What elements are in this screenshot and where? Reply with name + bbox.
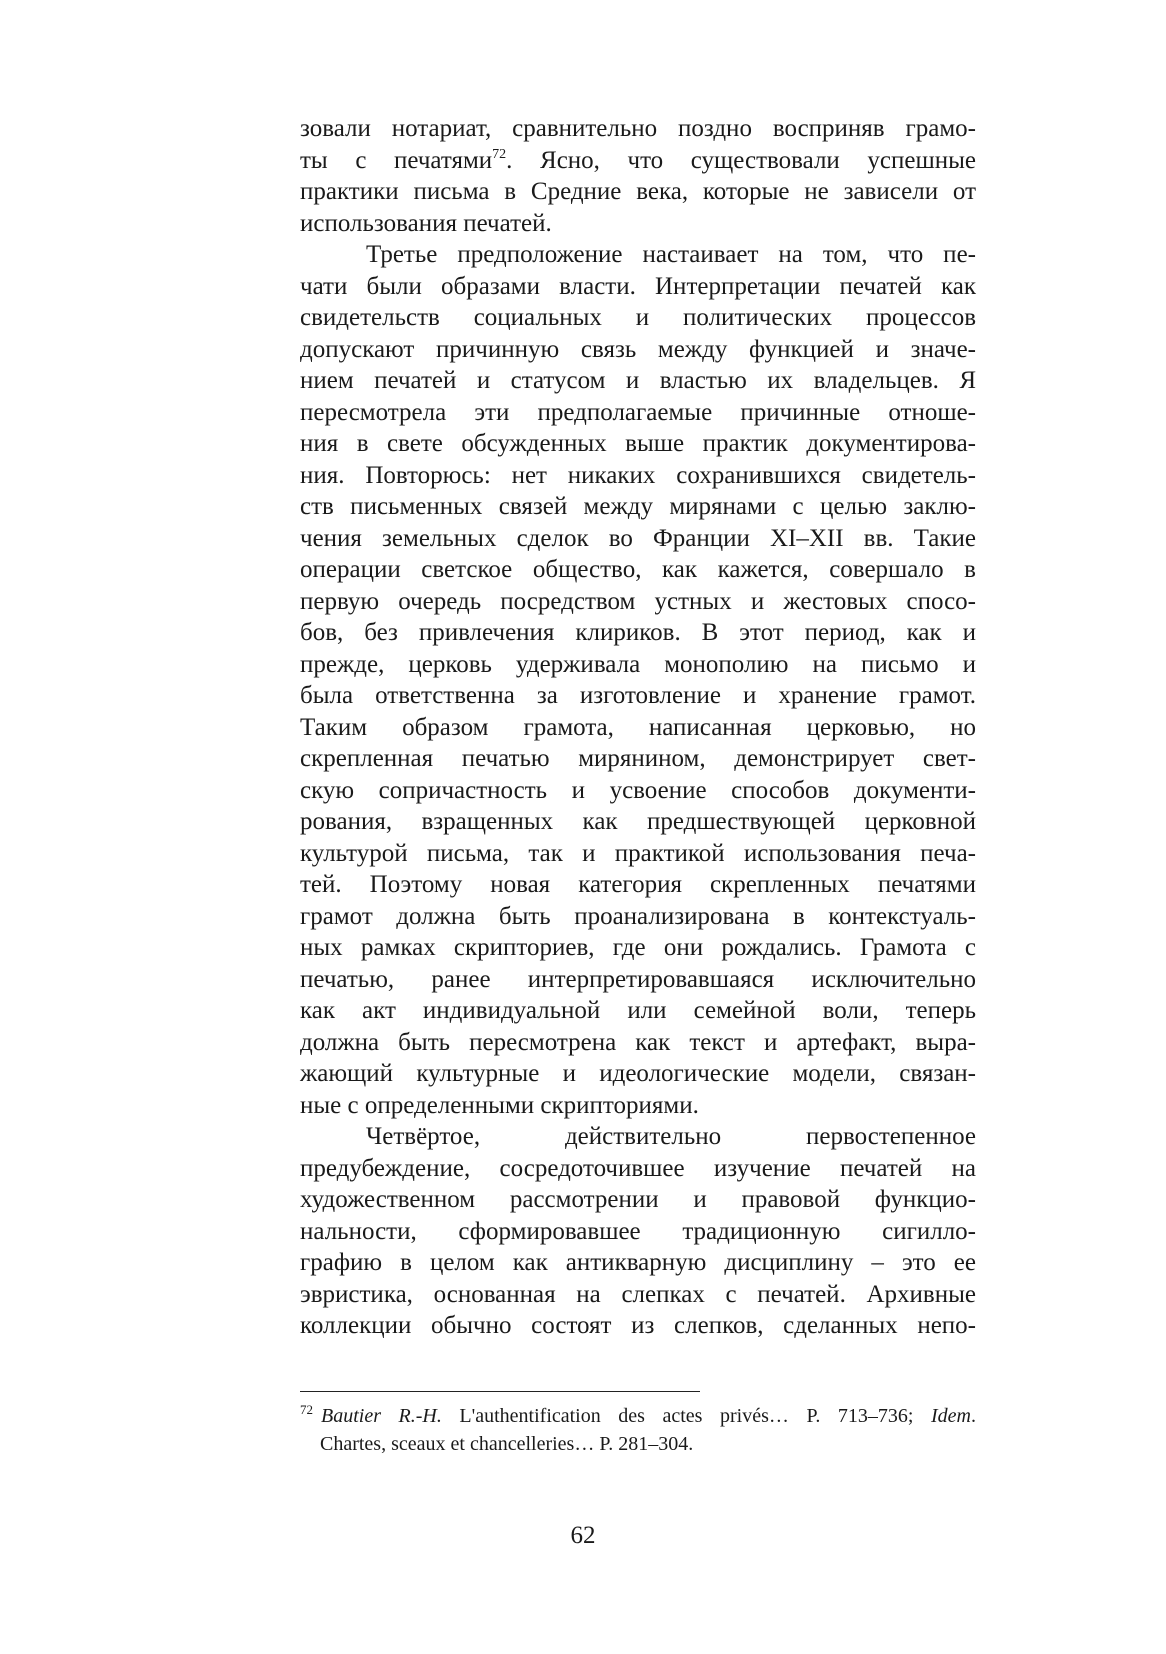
text-segment: Четвёртое, действительно первостепенное (366, 1123, 976, 1150)
text-line (300, 113, 976, 145)
text-segment: . Ясно, что существовали успешные (506, 146, 976, 174)
text-line (300, 649, 976, 681)
text-segment: свидетельств социальных и политических процессов (300, 304, 976, 331)
text-line (300, 617, 976, 649)
text-line (300, 586, 976, 618)
text-segment: печатью, ранее интерпретировавшаяся исключительно (300, 965, 976, 993)
text-line (300, 1058, 976, 1090)
text-line (300, 271, 976, 303)
text-segment: ных рамках скрипториев, где они рождались. Грамота с (300, 934, 976, 961)
text-line (300, 680, 976, 712)
text-segment: скрепленная печатью мирянином, демонстрирует свет- (300, 745, 976, 772)
footnote-text: L'authentification des actes privés… P. 713–736; (441, 1405, 931, 1427)
text-line (300, 806, 976, 838)
text-line (300, 838, 976, 870)
footnote-separator (300, 1391, 700, 1392)
text-line (300, 145, 976, 177)
text-line (300, 523, 976, 555)
footnote-line (300, 1402, 976, 1430)
text-segment: зовали нотариат, сравнительно поздно восприняв грамо- (300, 115, 976, 142)
text-line (300, 1121, 976, 1153)
text-segment: прежде, церковь удерживала монополию на письмо и (300, 650, 976, 678)
footnote-reference[interactable]: 72 (492, 146, 507, 162)
text-segment: пересмотрела эти предполагаемые причинные отноше- (300, 398, 976, 426)
text-segment: была ответственна за изготовление и хранение грамот. (300, 682, 976, 709)
text-line (300, 365, 976, 397)
text-line (300, 743, 976, 775)
text-segment: использования печатей. (300, 209, 552, 237)
text-segment: ния. Повторюсь: нет никаких сохранившихся свидетель- (300, 461, 976, 489)
text-line (300, 428, 976, 460)
text-line (300, 1184, 976, 1216)
text-line (300, 869, 976, 901)
text-segment: практики письма в Средние века, которые не зависели от (300, 178, 976, 205)
footnote-author: Bautier R.-H. (321, 1405, 442, 1427)
text-line (300, 1216, 976, 1248)
text-segment: ные с определенными скрипториями. (300, 1091, 699, 1119)
text-line (300, 1027, 976, 1059)
footnote-author: Idem (931, 1405, 971, 1427)
text-segment: должна быть пересмотрена как текст и артефакт, выра- (300, 1028, 976, 1056)
text-segment: операции светское общество, как кажется, совершало в (300, 556, 976, 583)
text-line (300, 554, 976, 586)
text-segment: ты с печатями (300, 146, 493, 174)
text-segment: нальности, сформировавшее традиционную сигилло- (300, 1217, 976, 1245)
text-segment: скую сопричастность и усвоение способов документи- (300, 776, 976, 804)
text-segment: культурой письма, так и практикой использования печа- (300, 839, 976, 867)
text-line (300, 176, 976, 208)
text-line (300, 302, 976, 334)
text-segment: тей. Поэтому новая категория скрепленных печатями (300, 871, 976, 898)
text-segment: рования, взращенных как предшествующей церковной (300, 808, 976, 835)
text-line (300, 1279, 976, 1311)
text-segment: Таким образом грамота, написанная церковью, но (300, 713, 976, 741)
text-line (300, 491, 976, 523)
text-segment: как акт индивидуальной или семейной воли, теперь (300, 997, 976, 1024)
text-segment: чения земельных сделок во Франции XI–XII вв. Такие (300, 524, 976, 552)
text-line (300, 1310, 976, 1342)
text-line (300, 1090, 976, 1122)
text-segment: чати были образами власти. Интерпретации печатей как (300, 272, 976, 300)
footnote-text: . (970, 1405, 976, 1427)
text-line (300, 208, 976, 240)
text-segment: предубеждение, сосредоточившее изучение печатей на (300, 1154, 976, 1182)
text-line (300, 932, 976, 964)
text-segment: ств письменных связей между мирянами с целью заклю- (300, 493, 976, 520)
text-line (300, 460, 976, 492)
text-segment: жающий культурные и идеологические модели, связан- (300, 1060, 976, 1087)
text-line (300, 901, 976, 933)
text-line (300, 964, 976, 996)
main-text (300, 113, 976, 1342)
text-line (300, 397, 976, 429)
text-line (300, 712, 976, 744)
text-segment: ния в свете обсужденных выше практик документирова- (300, 430, 976, 457)
page-number: 62 (570, 1522, 596, 1549)
text-line (300, 775, 976, 807)
text-line (300, 239, 976, 271)
footnote-number: 72 (300, 1402, 313, 1417)
text-segment: эвристика, основанная на слепках с печатей. Архивные (300, 1280, 976, 1308)
text-line (300, 995, 976, 1027)
text-segment: Третье предположение настаивает на том, что пе- (366, 241, 976, 268)
text-segment: допускают причинную связь между функцией и значе- (300, 335, 976, 363)
text-line (300, 1153, 976, 1185)
footnote-line: Chartes, sceaux et chancelleries… P. 281–304. (320, 1433, 694, 1455)
text-line (300, 1247, 976, 1279)
text-segment: коллекции обычно состоят из слепков, сделанных непо- (300, 1312, 976, 1339)
text-segment: художественном рассмотрении и правовой функцио- (300, 1186, 976, 1213)
text-segment: нием печатей и статусом и властью их владельцев. Я (300, 367, 976, 394)
text-segment: бов, без привлечения клириков. В этот период, как и (300, 619, 976, 646)
text-line (300, 334, 976, 366)
text-segment: графию в целом как антикварную дисциплину – это ее (300, 1249, 976, 1276)
footnotes (300, 1402, 976, 1458)
text-segment: первую очередь посредством устных и жестовых спосо- (300, 587, 976, 615)
text-segment: грамот должна быть проанализирована в контекстуаль- (300, 902, 976, 930)
